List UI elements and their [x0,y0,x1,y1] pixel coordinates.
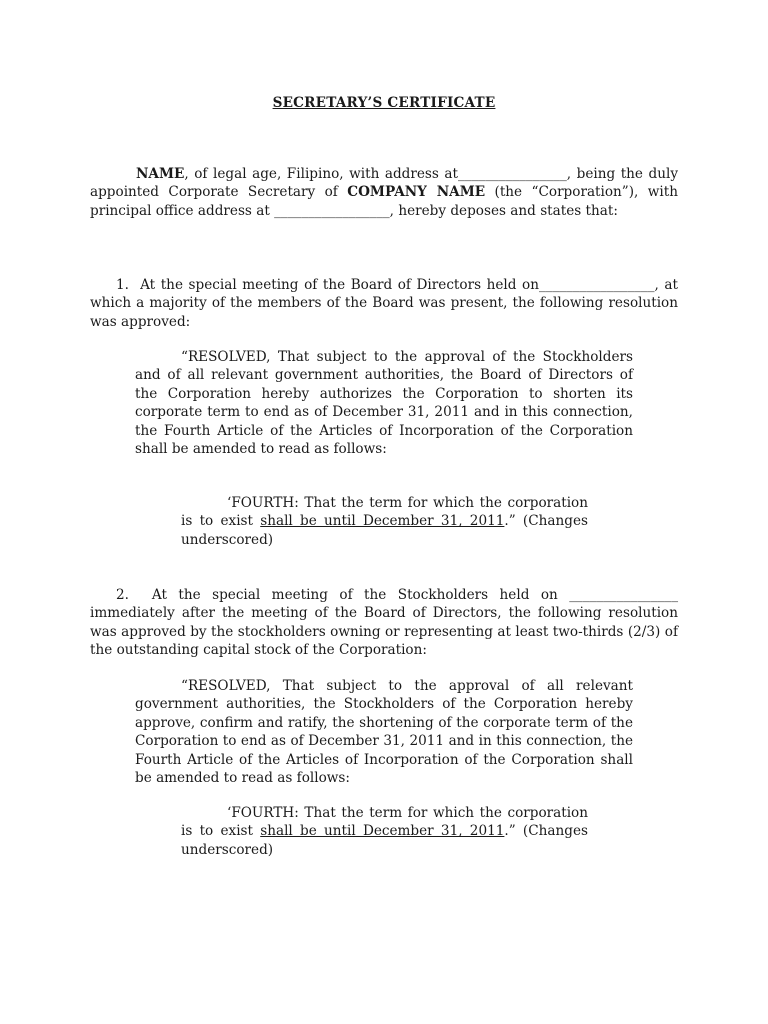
item-2-text-a: 2. At the special meeting of the Stockholders held on [116,587,570,603]
item-1-text-a: 1. At the special meeting of the Board of Directors held on [116,277,539,293]
fourth-1-text-b: .” (Changes underscored) [181,513,588,548]
name-placeholder: NAME [136,166,185,182]
board-resolution-quote: “RESOLVED, That subject to the approval of the Stockholders and of all relevant government authorities, the Board of Directors of the Corporation hereby authorizes the Corporation to shorten its corporate term to end as of December 31, 2011 and in this connection, the Fourth Article of the Articles of Incorporation of the Corporation shall be amended to read as follows: [135,349,633,458]
item-1-paragraph [90,276,678,331]
fourth-2-underlined-change: shall be until December 31, 2011 [260,823,505,840]
item-2-text-b: immediately after the meeting of the Board of Directors, the following resolution was approved by the stockholders owning or representing at least two-thirds (2/3) of the outstanding capital stock of the Corporation: [90,605,678,659]
fourth-article-quote-1 [181,494,588,549]
intro-text-c: (the “Corporation”), with principal office address at [90,184,679,219]
document-page [90,0,678,1024]
intro-text-a: , of legal age, Filipino, with address at [184,166,458,182]
address-blank: ________________ [458,166,567,182]
fourth-article-quote-2 [181,804,588,859]
fourth-2-text-b: .” (Changes underscored) [181,823,588,858]
stockholders-resolution-quote: “RESOLVED, That subject to the approval of all relevant government authorities, the Stockholders of the Corporation hereby approve, confirm and ratify, the shortening of the corporate term of the Corporation to end as of December 31, 2011 and in this connection, the Fourth Article of the Articles of Incorporation of the Corporation shall be amended to read as follows: [135,678,633,787]
item-1-text-b: , at which a majority of the members of the Board was present, the following resolution was approved: [90,277,678,330]
fourth-1-underlined-change: shall be until December 31, 2011 [260,513,505,530]
company-name-placeholder: COMPANY NAME [347,184,486,201]
document-title: SECRETARY’S CERTIFICATE [272,95,496,111]
intro-text-b: , being the duly appointed Corporate Secretary of [90,166,678,201]
board-meeting-date-blank: _________________ [538,277,655,293]
stockholders-meeting-date-blank: ________________ [569,587,678,603]
fourth-2-text-a: ‘FOURTH: That the term for which the corporation is to exist [181,805,588,840]
intro-text-d: , hereby deposes and states that: [389,202,618,219]
office-address-blank: _________________ [274,202,390,219]
item-2-paragraph [90,586,678,660]
intro-paragraph [90,165,678,220]
fourth-1-text-a: ‘FOURTH: That the term for which the corporation is to exist [181,495,588,530]
